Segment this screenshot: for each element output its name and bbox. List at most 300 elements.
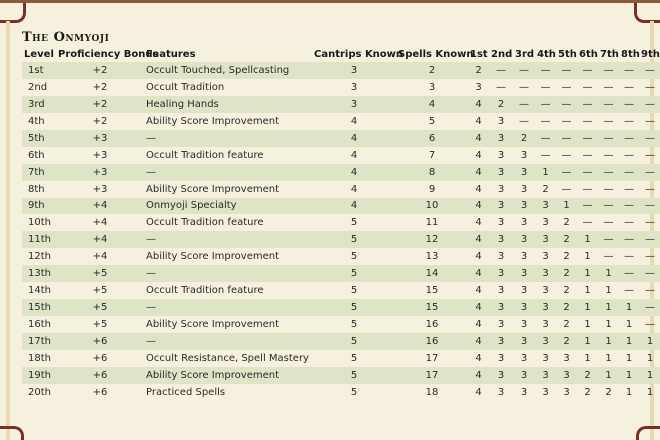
table-cell: — [603,98,614,110]
table-cell: 3 [520,217,528,229]
table-cell: 4 [475,200,482,212]
table-cell: — [146,302,156,314]
corner-ornament-top-left [0,3,26,23]
table-cell: — [561,81,572,93]
table-cell: 2 [563,217,570,229]
table-cell: 5 [350,285,358,297]
table-cell: Ability Score Improvement [146,369,279,381]
table-cell: 3 [520,369,528,381]
table-cell: — [540,81,551,93]
table-cell: 1 [646,352,654,364]
table-cell: Practiced Spells [146,386,226,398]
table-cell: 1 [605,369,612,381]
table-cell: 18th [28,352,51,364]
table-cell: +3 [92,132,108,144]
table-cell: — [624,149,634,161]
table-cell: Occult Touched, Spellcasting [146,64,290,76]
table-cell: — [146,335,156,347]
table-row [22,130,660,147]
table-cell: — [645,200,655,212]
table-cell: 1 [625,319,633,331]
table-cell: +3 [92,166,108,178]
table-cell: 1 [605,268,612,280]
table-cell: — [603,64,614,76]
table-cell: 4 [475,285,482,297]
table-cell: — [146,268,156,280]
table-cell: 5 [428,115,436,127]
table-cell: 4 [475,319,482,331]
table-row [22,198,660,215]
table-cell: 2 [563,335,570,347]
table-row [22,231,660,248]
table-cell: 3 [520,386,528,398]
table-title: The Onmyoji [22,30,110,45]
table-cell: 17 [425,352,439,364]
table-row [22,282,660,299]
table-cell: 4 [428,98,436,110]
table-cell: 8 [428,166,436,178]
table-cell: 2 [475,64,482,76]
column-header: 1st [470,48,488,60]
table-cell: 3 [542,335,549,347]
table-cell: 4th [28,115,45,127]
table-cell: 3 [350,64,358,76]
table-cell: — [624,98,634,110]
table-cell: 3 [542,251,549,263]
table-cell: — [603,183,614,195]
table-cell: +4 [92,251,108,263]
table-cell: 1 [625,369,633,381]
table-cell: 15 [425,285,439,297]
table-cell: 2 [520,132,528,144]
table-cell: 6 [428,132,436,144]
table-cell: — [645,64,655,76]
table-cell: Occult Resistance, Spell Mastery [146,352,309,364]
table-cell: 4 [350,149,358,161]
table-cell: 3 [497,115,505,127]
table-cell: 4 [475,335,482,347]
table-cell: 4 [475,251,482,263]
table-cell: 3 [520,335,528,347]
table-cell: 3 [520,285,528,297]
table-cell: 1 [625,335,633,347]
column-header: 7th [600,48,619,60]
table-cell: 3 [542,285,549,297]
corner-ornament-top-right [634,3,660,23]
table-cell: — [582,183,593,195]
table-row [22,350,660,367]
table-cell: 3 [497,251,505,263]
table-cell: 1 [625,386,633,398]
table-cell: — [582,98,593,110]
table-cell: 1 [605,319,612,331]
table-cell: 19th [28,369,51,381]
table-cell: 2 [563,234,570,246]
column-header: Features [146,48,196,60]
table-cell: 3 [497,335,505,347]
table-cell: +5 [92,302,108,314]
table-cell: 4 [475,166,482,178]
table-cell: 3 [563,352,570,364]
table-cell: — [519,81,529,93]
table-cell: — [540,149,551,161]
table-cell: 10th [28,217,51,229]
table-cell: 5 [350,386,358,398]
table-cell: 3 [520,166,528,178]
table-row [22,214,660,231]
table-cell: — [561,115,572,127]
table-cell: 5 [350,251,358,263]
table-cell: — [645,234,655,246]
table-cell: 1 [605,302,612,314]
table-row [22,62,660,79]
table-cell: +5 [92,285,108,297]
table-cell: 1 [563,200,570,212]
table-cell: — [582,200,593,212]
table-cell: 3 [497,352,505,364]
table-cell: 2 [605,386,612,398]
table-cell: 3 [497,285,505,297]
table-cell: 4 [475,369,482,381]
table-cell: 9th [28,200,45,212]
table-cell: — [603,149,614,161]
table-cell: 8th [28,183,45,195]
table-cell: 3 [497,200,505,212]
table-cell: 11 [425,217,439,229]
table-cell: Ability Score Improvement [146,251,279,263]
table-row [22,248,660,265]
table-cell: +5 [92,319,108,331]
table-cell: 4 [475,302,482,314]
table-cell: 16th [28,319,51,331]
table-cell: 14th [28,285,51,297]
table-cell: — [582,132,593,144]
table-cell: 15th [28,302,51,314]
table-cell: 4 [475,149,482,161]
table-cell: 3 [497,302,505,314]
table-cell: — [645,132,655,144]
table-cell: — [624,234,634,246]
table-cell: — [561,98,572,110]
column-header: Spells Known [398,48,474,60]
table-cell: 13 [425,251,439,263]
table-cell: +2 [92,64,108,76]
table-cell: 1 [646,386,654,398]
table-cell: — [645,217,655,229]
table-row [22,181,660,198]
table-cell: 3 [497,166,505,178]
table-cell: Occult Tradition feature [146,285,264,297]
table-cell: 1 [584,268,591,280]
column-header: 6th [579,48,598,60]
table-cell: — [624,132,634,144]
table-cell: 2 [563,302,570,314]
table-cell: 12th [28,251,51,263]
table-cell: — [624,285,634,297]
table-cell: 4 [475,217,482,229]
table-cell: Onmyoji Specialty [146,200,237,212]
table-cell: 3 [520,234,528,246]
column-header: Proficiency Bonus [58,48,159,60]
table-cell: — [645,166,655,178]
table-cell: — [496,64,506,76]
table-row [22,79,660,96]
corner-ornament-bottom-left [0,426,24,440]
table-cell: 11th [28,234,51,246]
table-cell: — [146,166,156,178]
table-cell: — [540,115,551,127]
table-cell: — [582,64,593,76]
table-cell: — [624,166,634,178]
table-cell: 1 [625,352,633,364]
table-cell: 4 [350,132,358,144]
table-cell: — [645,81,655,93]
table-cell: — [561,183,572,195]
table-cell: 3 [497,132,505,144]
table-cell: +6 [92,369,108,381]
table-cell: 5 [350,217,358,229]
table-cell: 4 [475,234,482,246]
table-cell: 1 [605,335,612,347]
table-cell: +3 [92,183,108,195]
table-cell: 4 [475,352,482,364]
table-row [22,265,660,282]
table-cell: 1 [646,335,654,347]
table-cell: 2 [542,183,549,195]
table-cell: 1 [542,166,549,178]
table-cell: — [645,115,655,127]
table-cell: — [603,200,614,212]
column-header: 2nd [491,48,513,60]
table-cell: 1 [584,234,591,246]
table-cell: 1 [605,352,612,364]
table-cell: 14 [425,268,439,280]
table-cell: 5 [350,369,358,381]
table-cell: 2 [563,285,570,297]
table-cell: — [561,149,572,161]
table-cell: — [519,98,529,110]
table-cell: 4 [475,268,482,280]
table-cell: 3 [542,386,549,398]
table-cell: 3 [497,149,505,161]
table-cell: 2 [563,251,570,263]
table-cell: — [645,251,655,263]
table-cell: — [561,166,572,178]
table-cell: Occult Tradition feature [146,149,264,161]
table-cell: — [582,115,593,127]
table-cell: — [645,268,655,280]
table-cell: — [624,200,634,212]
table-cell: 2 [497,98,505,110]
table-cell: 4 [350,183,358,195]
table-cell: +4 [92,217,108,229]
table-cell: — [582,149,593,161]
table-cell: +6 [92,352,108,364]
table-cell: — [582,217,593,229]
column-header: 8th [621,48,640,60]
table-cell: — [519,115,529,127]
table-cell: 1 [584,335,591,347]
header-row [22,46,660,62]
table-cell: 3 [350,98,358,110]
table-cell: 1 [646,369,654,381]
table-cell: — [624,268,634,280]
table-cell: +6 [92,335,108,347]
table-cell: 3 [428,81,436,93]
table-cell: — [645,183,655,195]
table-cell: Ability Score Improvement [146,319,279,331]
class-table [22,46,660,401]
column-header: 5th [558,48,577,60]
column-header: 4th [537,48,556,60]
table-cell: 1 [605,285,612,297]
table-row [22,113,660,130]
table-cell: 3 [497,319,505,331]
table-cell: 3 [520,319,528,331]
table-cell: Occult Tradition [146,81,225,93]
table-cell: 3 [542,217,549,229]
table-cell: 3 [542,234,549,246]
table-cell: — [603,81,614,93]
table-cell: 15 [425,302,439,314]
table-cell: 5th [28,132,45,144]
table-cell: 6th [28,149,45,161]
table-cell: — [582,81,593,93]
table-cell: — [624,251,634,263]
table-cell: — [496,81,506,93]
table-cell: 5 [350,302,358,314]
table-cell: 10 [425,200,439,212]
table-cell: — [561,132,572,144]
table-cell: 1 [584,302,591,314]
table-cell: 2 [584,369,591,381]
table-cell: — [603,115,614,127]
table-cell: 4 [475,183,482,195]
table-cell: 3 [520,149,528,161]
table-cell: 12 [425,234,439,246]
table-cell: +2 [92,81,108,93]
column-header: 9th [641,48,660,60]
table-cell: Ability Score Improvement [146,183,279,195]
table-cell: Occult Tradition feature [146,217,264,229]
table-cell: 3 [497,268,505,280]
table-cell: — [603,166,614,178]
table-cell: 4 [350,115,358,127]
table-cell: +6 [92,386,108,398]
table-cell: 4 [475,132,482,144]
table-cell: 3 [497,183,505,195]
table-cell: 2 [563,319,570,331]
table-cell: — [540,98,551,110]
table-cell: 4 [350,200,358,212]
table-cell: 3 [563,369,570,381]
table-cell: 3 [497,217,505,229]
table-cell: 3 [520,200,528,212]
table-cell: — [645,149,655,161]
table-cell: 1 [584,251,591,263]
table-cell: 16 [425,319,439,331]
table-cell: 3 [563,386,570,398]
table-cell: 16 [425,335,439,347]
table-cell: 5 [350,352,358,364]
table-cell: 3 [520,183,528,195]
table-cell: 1 [584,352,591,364]
table-row [22,147,660,164]
column-header: Level [24,48,54,60]
table-cell: 17th [28,335,51,347]
table-cell: — [582,166,593,178]
table-cell: +2 [92,98,108,110]
table-cell: +5 [92,268,108,280]
table-row [22,299,660,316]
table-cell: — [561,64,572,76]
table-cell: 2 [428,64,436,76]
table-cell: +4 [92,234,108,246]
table-cell: — [624,81,634,93]
table-cell: 3 [542,268,549,280]
table-cell: Ability Score Improvement [146,115,279,127]
table-cell: 3 [475,81,482,93]
table-cell: 2 [584,386,591,398]
table-cell: — [603,217,614,229]
table-cell: 5 [350,319,358,331]
table-cell: Healing Hands [146,98,219,110]
table-row [22,333,660,350]
table-cell: 4 [475,386,482,398]
table-cell: — [624,183,634,195]
table-cell: +2 [92,115,108,127]
table-cell: 2 [563,268,570,280]
table-cell: 4 [350,166,358,178]
table-cell: 3 [497,386,505,398]
table-cell: 3 [497,369,505,381]
table-cell: 3 [350,81,358,93]
table-cell: — [645,98,655,110]
table-cell: +3 [92,149,108,161]
table-row [22,367,660,384]
table-body [22,62,660,401]
table-cell: 3 [497,234,505,246]
table-cell: 7 [428,149,436,161]
table-cell: — [624,64,634,76]
table-cell: — [603,132,614,144]
table-cell: 1 [625,302,633,314]
table-cell: 5 [350,268,358,280]
table-row [22,316,660,333]
table-cell: 18 [425,386,439,398]
table-cell: — [603,234,614,246]
table-cell: 13th [28,268,51,280]
table-cell: 3 [542,302,549,314]
table-cell: 1 [584,285,591,297]
table-cell: 9 [428,183,436,195]
table-cell: — [519,64,529,76]
table-cell: 3 [520,268,528,280]
table-cell: 4 [475,115,482,127]
table-cell: 3 [520,302,528,314]
table-cell: +4 [92,200,108,212]
table-cell: 5 [350,234,358,246]
table-row [22,164,660,181]
table-cell: — [540,64,551,76]
table-cell: — [603,251,614,263]
corner-ornament-bottom-right [636,426,660,440]
table-cell: 1 [584,319,591,331]
side-border-left [6,21,10,440]
table-cell: 5 [350,335,358,347]
table-cell: 3 [520,251,528,263]
table-cell: — [146,132,156,144]
